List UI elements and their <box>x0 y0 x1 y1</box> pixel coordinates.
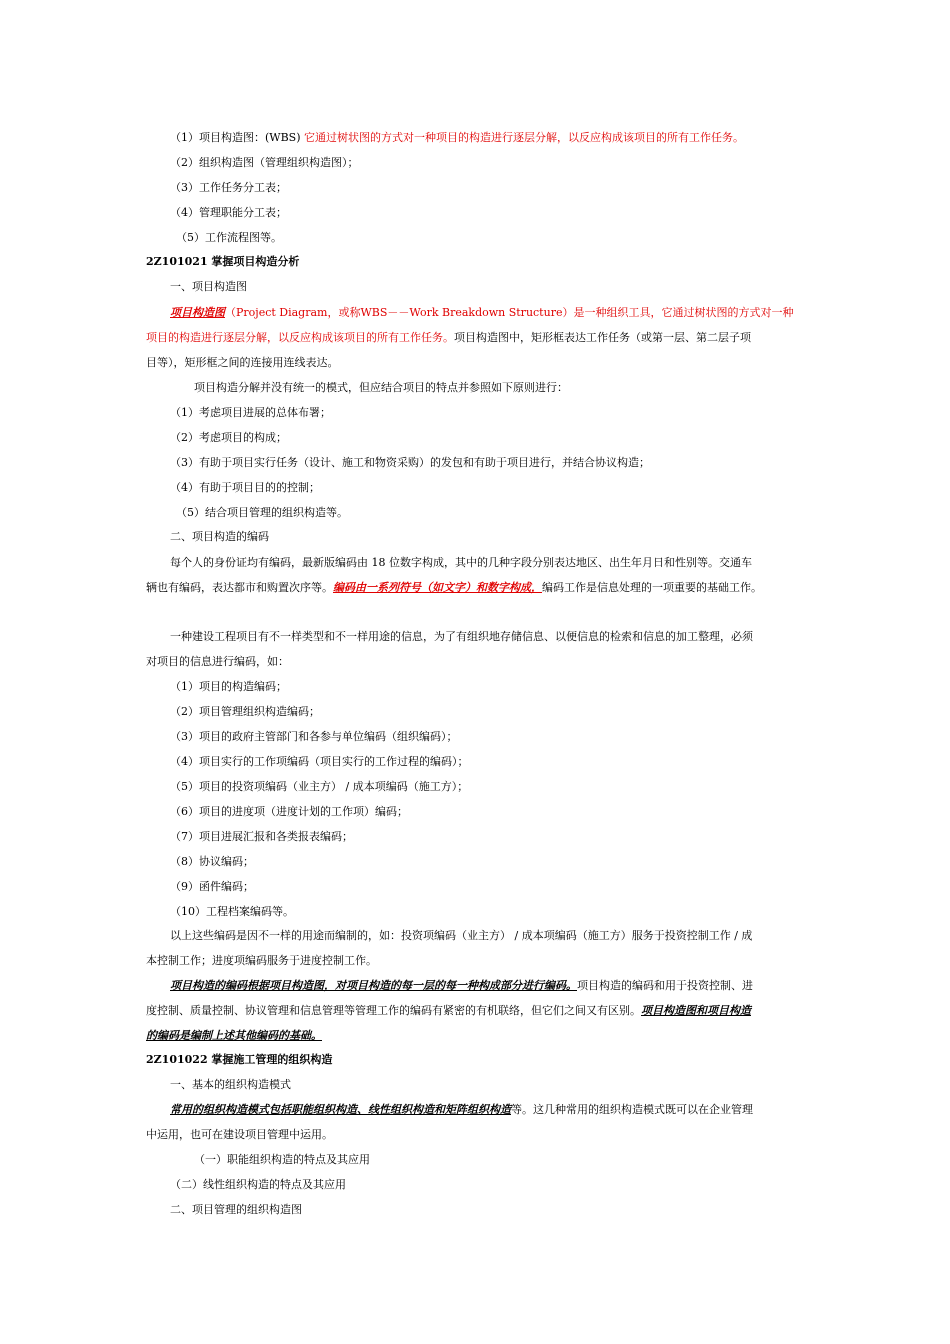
list-item: （6）项目的进度项（进度计划的工作项）编码； <box>170 805 408 818</box>
paragraph-line <box>170 979 753 993</box>
paragraph-text: 编码工作是信息处理的一项重要的基础工作。 <box>542 581 762 594</box>
list-item: （4）有助于项目目的的控制； <box>170 481 320 494</box>
emphasis-term: 项目构造图和项目构造 <box>641 1004 751 1017</box>
paragraph-line: 每个人的身份证均有编码，最新版编码由 18 位数字构成，其中的几种字段分别表达地区、出生年月日和性别等。交通车 <box>170 556 752 569</box>
emphasis-term: 项目构造的编码根据项目构造图，对项目构造的每一层的每一种构成部分进行编码。 <box>170 979 577 992</box>
paragraph-line <box>170 1103 753 1117</box>
paragraph-text: 度控制、质量控制、协议管理和信息管理等管理工作的编码有紧密的有机联络，但它们之间又有区别。 <box>146 1004 641 1017</box>
list-item: （5）结合项目管理的组织构造等。 <box>176 506 348 519</box>
list-item: （3）工作任务分工表； <box>170 181 287 194</box>
subsection-heading: （一）职能组织构造的特点及其应用 <box>194 1153 370 1166</box>
list-item: （2）组织构造图（管理组织构造图）； <box>170 156 359 169</box>
list-item: （1）考虑项目进展的总体布署； <box>170 406 331 419</box>
list-item: （4）项目实行的工作项编码（项目实行的工作过程的编码）； <box>170 755 469 768</box>
highlighted-text: 它通过树状图的方式对一种项目的构造进行逐层分解，以反应构成该项目的所有工作任务。 <box>304 131 745 144</box>
paragraph-line: 目等），矩形框之间的连接用连线表达。 <box>146 356 339 369</box>
subsection-heading: 二、项目构造的编码 <box>170 530 269 543</box>
section-heading: 2Z101021 掌握项目构造分析 <box>146 255 300 268</box>
paragraph-line <box>146 1004 751 1018</box>
paragraph-text: 辆也有编码，表达都市和购置次序等。 <box>146 581 333 594</box>
paragraph-line <box>146 581 762 595</box>
emphasis-term: 编码由一系列符号（如文字）和数字构成， <box>333 581 542 594</box>
list-item: （3）有助于项目实行任务（设计、施工和物资采购）的发包和有助于项目进行，并结合协议构造； <box>170 456 650 469</box>
paragraph-line: 对项目的信息进行编码，如： <box>146 655 289 668</box>
list-item: （9）函件编码； <box>170 880 254 893</box>
highlighted-text: 项目的构造进行逐层分解，以反应构成该项目的所有工作任务。 <box>146 331 454 344</box>
list-item <box>170 131 744 145</box>
emphasis-term: 常用的组织构造模式包括职能组织构造、线性组织构造和矩阵组织构造 <box>170 1103 511 1116</box>
list-item: （10）工程档案编码等。 <box>170 905 294 918</box>
list-item: （2）项目管理组织构造编码； <box>170 705 320 718</box>
paragraph-line <box>146 1029 322 1043</box>
paragraph-line: 中运用，也可在建设项目管理中运用。 <box>146 1128 333 1141</box>
list-item: （7）项目进展汇报和各类报表编码； <box>170 830 353 843</box>
list-item: （4）管理职能分工表； <box>170 206 287 219</box>
paragraph-line: 一种建设工程项目有不一样类型和不一样用途的信息，为了有组织地存储信息、以便信息的检索和信息的加工整理，必须 <box>170 630 753 643</box>
paragraph-text: 等。这几种常用的组织构造模式既可以在企业管理 <box>511 1103 753 1116</box>
paragraph-text: 项目构造图中，矩形框表达工作任务（或第一层、第二层子项 <box>454 331 751 344</box>
list-item: （1）项目的构造编码； <box>170 680 287 693</box>
list-item: （5）项目的投资项编码（业主方） / 成本项编码（施工方）； <box>170 780 469 793</box>
paragraph-line: 以上这些编码是因不一样的用途而编制的，如：投资项编码（业主方） / 成本项编码（施工方）服务于投资控制工作 / 成 <box>170 929 753 942</box>
highlighted-text: （Project Diagram，或称WBS－－Work Breakdown Structure）是一种组织工具，它通过树状图的方式对一种 <box>225 306 794 319</box>
list-item: （2）考虑项目的构成； <box>170 431 287 444</box>
paragraph-line: 本控制工作；进度项编码服务于进度控制工作。 <box>146 954 377 967</box>
list-item: （8）协议编码； <box>170 855 254 868</box>
subsection-heading: 二、项目管理的组织构造图 <box>170 1203 302 1216</box>
subsection-heading: 一、基本的组织构造模式 <box>170 1078 291 1091</box>
emphasis-term: 的编码是编制上述其他编码的基础。 <box>146 1029 322 1042</box>
section-heading: 2Z101022 掌握施工管理的组织构造 <box>146 1053 333 1066</box>
paragraph-line: 项目构造分解并没有统一的模式，但应结合项目的特点并参照如下原则进行： <box>194 381 568 394</box>
list-item: （5）工作流程图等。 <box>176 231 282 244</box>
list-item-text: （1）项目构造图：(WBS) <box>170 131 301 144</box>
paragraph-line <box>146 331 751 345</box>
subsection-heading: 一、项目构造图 <box>170 280 247 293</box>
paragraph-line <box>170 306 793 320</box>
subsection-heading: （二）线性组织构造的特点及其应用 <box>170 1178 346 1191</box>
paragraph-text: 项目构造的编码和用于投资控制、进 <box>577 979 753 992</box>
list-item: （3）项目的政府主管部门和各参与单位编码（组织编码）； <box>170 730 458 743</box>
emphasis-term: 项目构造图 <box>170 306 225 319</box>
